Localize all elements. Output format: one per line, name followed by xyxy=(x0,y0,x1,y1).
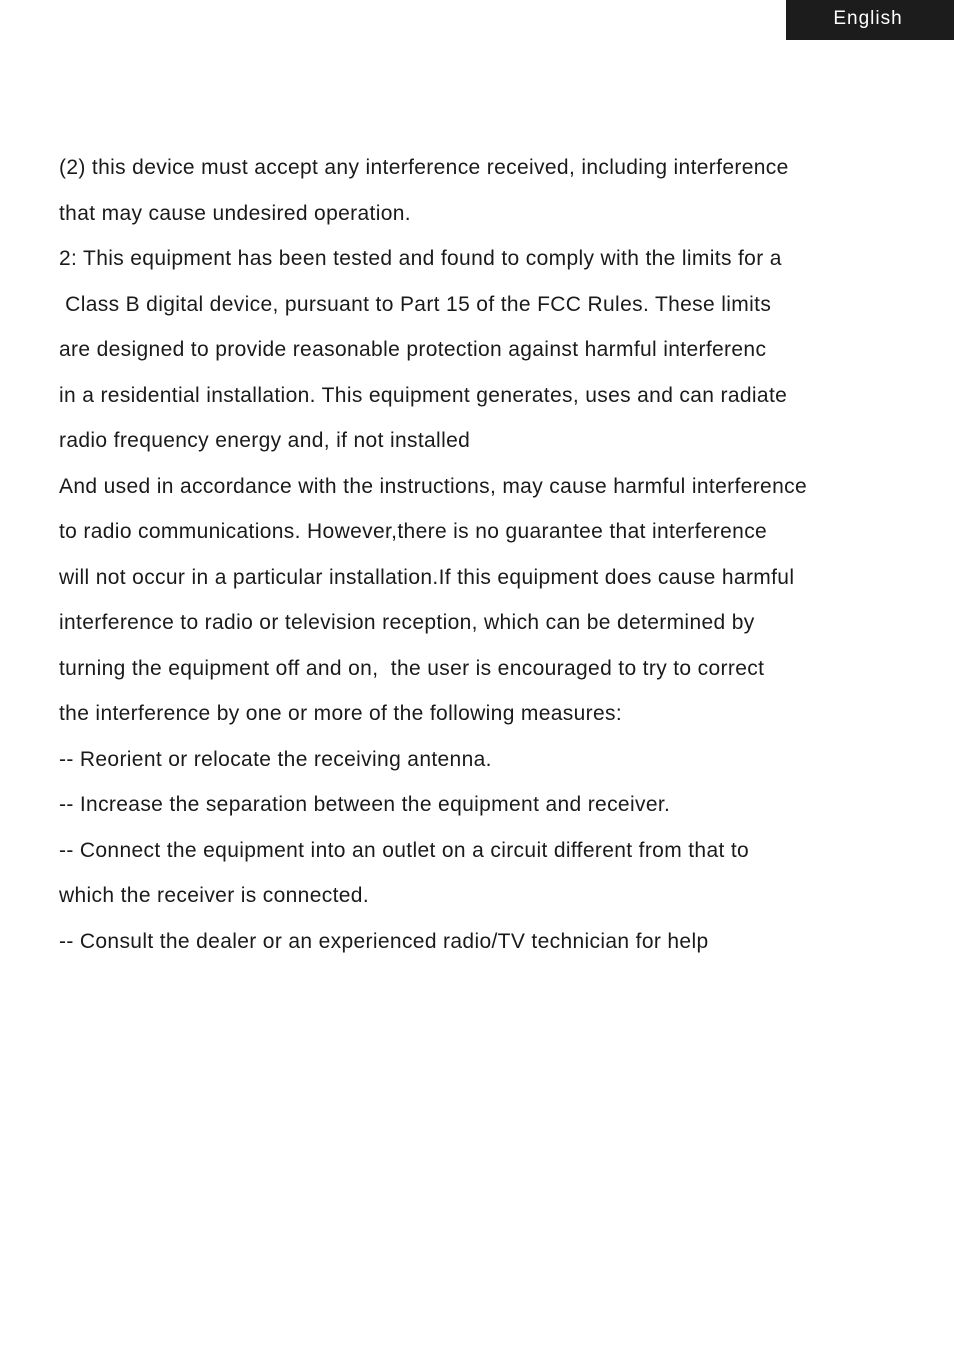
text-line: that may cause undesired operation. xyxy=(59,201,411,225)
fcc-statement-text xyxy=(59,145,939,964)
text-line: And used in accordance with the instructions, may cause harmful interference xyxy=(59,474,807,498)
text-line: radio frequency energy and, if not installed xyxy=(59,429,471,452)
text-line: will not occur in a particular installation.If this equipment does cause harmful xyxy=(59,565,795,589)
list-item: -- Reorient or relocate the receiving antenna. xyxy=(59,747,492,771)
list-item: which the receiver is connected. xyxy=(59,884,370,907)
language-tab: English xyxy=(786,0,954,40)
text-line: 2: This equipment has been tested and found to comply with the limits for a xyxy=(59,247,782,270)
list-item: -- Connect the equipment into an outlet on a circuit different from that to xyxy=(59,838,750,862)
text-line: interference to radio or television reception, which can be determined by xyxy=(59,611,755,634)
list-item: -- Consult the dealer or an experienced radio/TV technician for help xyxy=(59,929,709,953)
text-line: Class B digital device, pursuant to Part 15 of the FCC Rules. These limits xyxy=(59,292,772,316)
text-line: are designed to provide reasonable protection against harmful interferenc xyxy=(59,338,767,361)
text-line: (2) this device must accept any interference received, including interference xyxy=(59,156,789,179)
text-line: to radio communications. However,there is no guarantee that interference xyxy=(59,520,768,543)
text-line: turning the equipment off and on, the user is encouraged to try to correct xyxy=(59,656,765,680)
text-line: the interference by one or more of the following measures: xyxy=(59,702,623,725)
text-line: in a residential installation. This equipment generates, uses and can radiate xyxy=(59,383,788,407)
list-item: -- Increase the separation between the equipment and receiver. xyxy=(59,793,671,816)
